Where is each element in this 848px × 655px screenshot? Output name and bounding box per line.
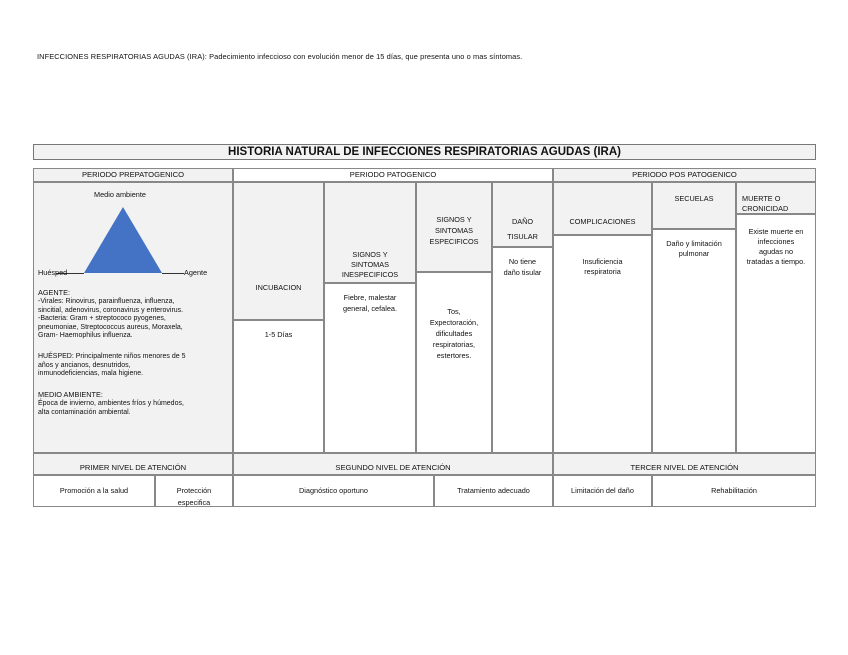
agente-line-2: sincitial, adenovirus, coronavirus y enterovirus. xyxy=(38,306,184,314)
especificos-value-2: Expectoración, xyxy=(429,318,479,327)
dano-label-1: DAÑO xyxy=(511,217,534,226)
muerte-value-3: agudas no xyxy=(758,247,794,256)
dano-value-2: daño tisular xyxy=(503,268,542,277)
muerte-value-cell xyxy=(736,214,816,453)
triad-medio-label: Medio ambiente xyxy=(94,190,146,199)
complicaciones-value-1: Insuficiencia xyxy=(582,257,623,266)
agente-line xyxy=(162,273,184,274)
incubacion-label: INCUBACION xyxy=(255,283,302,292)
agente-line-5: Gram- Haemophilus influenza. xyxy=(38,332,133,339)
inespecificos-label-3: INESPECIFICOS xyxy=(341,270,399,279)
primer-nivel: PRIMER NIVEL DE ATENCIÓN xyxy=(33,453,233,475)
especificos-value-4: respiratorias, xyxy=(432,340,476,349)
agente-line-1: -Virales: Rinovirus, parainfluenza, influenza, xyxy=(38,298,175,305)
segundo-nivel: SEGUNDO NIVEL DE ATENCIÓN xyxy=(233,453,553,475)
period-prepatogenico: PERIODO PREPATOGENICO xyxy=(33,168,233,182)
dano-value-cell xyxy=(492,247,553,453)
agente-heading: AGENTE: xyxy=(38,288,71,297)
incubacion-value-cell xyxy=(233,320,324,453)
table-title: HISTORIA NATURAL DE INFECCIONES RESPIRATORIAS AGUDAS (IRA) xyxy=(33,144,816,160)
complicaciones-label: COMPLICACIONES xyxy=(569,217,636,226)
proteccion-label-2: especifica xyxy=(177,498,211,507)
dano-label-2: TISULAR xyxy=(507,232,538,241)
diagnostico-cell xyxy=(233,475,434,507)
limitacion-label: Limitación del daño xyxy=(571,486,634,495)
rehabilitacion-label: Rehabilitación xyxy=(711,486,757,495)
period-patogenico: PERIODO PATOGENICO xyxy=(233,168,553,182)
especificos-value-cell xyxy=(416,272,492,453)
especificos-value-5: estertores. xyxy=(436,351,472,360)
promocion-label: Promoción a la salud xyxy=(59,486,129,495)
medio-line-1: Época de invierno, ambientes fríos y húmedos, xyxy=(38,400,184,407)
muerte-label-2: CRONICIDAD xyxy=(742,204,789,213)
incubacion-value: 1-5 Días xyxy=(264,330,293,339)
dano-header xyxy=(492,182,553,247)
especificos-value-3: dificultades xyxy=(435,329,473,338)
secuelas-header xyxy=(652,182,736,229)
agente-line-3: -Bacteria: Gram + streptococo pyogenes, xyxy=(38,315,166,322)
tratamiento-label: Tratamiento adecuado xyxy=(457,486,530,495)
muerte-header xyxy=(736,182,816,214)
incubacion-header xyxy=(233,182,324,320)
especificos-header xyxy=(416,182,492,272)
especificos-label-3: ESPECIFICOS xyxy=(429,237,479,246)
rehabilitacion-cell xyxy=(652,475,816,507)
complicaciones-value-2: respiratoria xyxy=(584,267,621,276)
muerte-label-1: MUERTE O xyxy=(742,194,781,203)
complicaciones-header xyxy=(553,182,652,235)
inespecificos-label-1: SIGNOS Y xyxy=(352,250,388,259)
especificos-value-1: Tos, xyxy=(447,307,461,316)
especificos-label-1: SIGNOS Y xyxy=(436,215,472,224)
muerte-value-2: infecciones xyxy=(757,237,795,246)
inespecificos-value-cell xyxy=(324,283,416,453)
huesped-line-2: años y ancianos, desnutridos, xyxy=(38,361,131,369)
tratamiento-cell xyxy=(434,475,553,507)
huesped-line-1: HUÉSPED: Principalmente niños menores de 5 xyxy=(38,353,186,360)
especificos-label-2: SINTOMAS xyxy=(435,226,473,235)
agente-line-4: pneumoniae, Streptococcus aureus, Moraxela, xyxy=(38,323,183,331)
diagnostico-label: Diagnóstico oportuno xyxy=(299,486,368,495)
period-pos-patogenico: PERIODO POS PATOGENICO xyxy=(553,168,816,182)
tercer-nivel: TERCER NIVEL DE ATENCIÓN xyxy=(553,453,816,475)
triad-huesped-label: Huésped xyxy=(38,268,68,277)
muerte-value-4: tratadas a tiempo. xyxy=(746,257,806,266)
inespecificos-value-2: general, cefalea. xyxy=(343,304,397,313)
limitacion-cell xyxy=(553,475,652,507)
medio-heading: MEDIO AMBIENTE: xyxy=(38,390,103,399)
secuelas-value-cell xyxy=(652,229,736,453)
medio-line-2: alta contaminación ambiental. xyxy=(38,408,131,416)
inespecificos-header xyxy=(324,182,416,283)
dano-value-1: No tiene xyxy=(508,257,537,266)
secuelas-value-2: pulmonar xyxy=(678,249,710,258)
triad-agente-label: Agente xyxy=(184,268,208,277)
complicaciones-value-cell xyxy=(553,235,652,453)
inespecificos-label-2: SINTOMAS xyxy=(351,260,389,269)
huesped-line-3: inmunodeficiencias, mala higiene. xyxy=(38,370,144,377)
muerte-value-1: Existe muerte en xyxy=(748,227,804,236)
secuelas-label: SECUELAS xyxy=(674,194,714,203)
inespecificos-value-1: Fiebre, malestar xyxy=(343,293,397,302)
prepatogenico-panel xyxy=(33,182,233,453)
proteccion-label-1: Protección xyxy=(176,486,212,495)
proteccion-cell xyxy=(155,475,233,507)
intro-definition: INFECCIONES RESPIRATORIAS AGUDAS (IRA): Padecimiento infeccioso con evolución menor de 15 días, que presenta uno o mas síntomas. xyxy=(37,52,523,61)
promocion-cell xyxy=(33,475,155,507)
epidemiologic-triad-icon xyxy=(82,205,164,275)
secuelas-value-1: Daño y limitación xyxy=(666,239,722,248)
